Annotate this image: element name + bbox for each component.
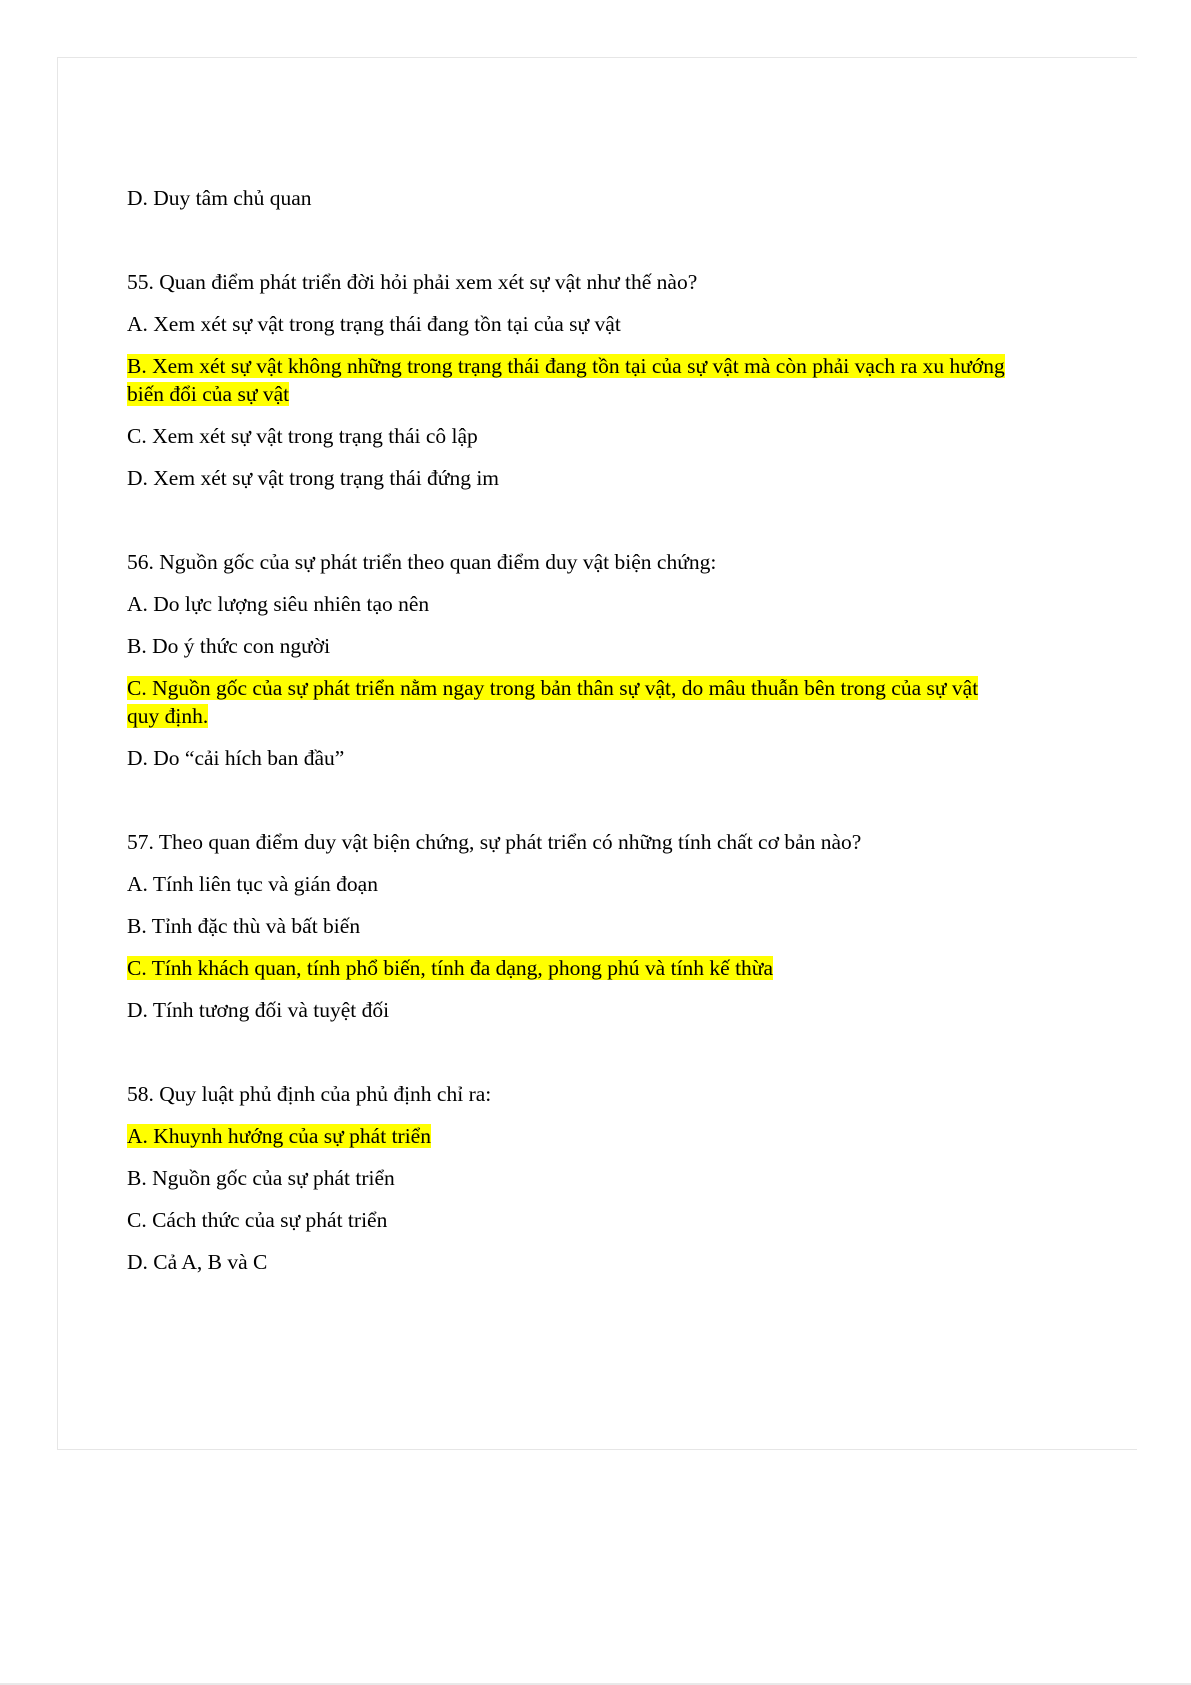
q55-option-a: A. Xem xét sự vật trong trạng thái đang tồn tại của sự vật: [127, 312, 621, 336]
q58-option-a-text: A. Khuynh hướng của sự phát triển: [127, 1124, 431, 1148]
q55-option-b-text: B. Xem xét sự vật không những trong trạng thái đang tồn tại của sự vật mà còn phải vạch ra xu hướng biến đổi của sự vật: [127, 354, 1005, 406]
q55-option-d: D. Xem xét sự vật trong trạng thái đứng im: [127, 466, 500, 490]
q57-option-c-highlighted: [127, 954, 1007, 982]
q56-question: 56. Nguồn gốc của sự phát triển theo quan điểm duy vật biện chứng:: [127, 550, 717, 574]
q55-option-b-highlighted: [127, 352, 1007, 408]
q58-option-c: C. Cách thức của sự phát triển: [127, 1208, 388, 1232]
q58-option-d: D. Cả A, B và C: [127, 1250, 268, 1274]
q56-option-c-text: C. Nguồn gốc của sự phát triển nằm ngay trong bản thân sự vật, do mâu thuẫn bên trong của sự vật quy định.: [127, 676, 979, 728]
q56-option-c-highlighted: [127, 674, 1007, 730]
spacer: [127, 506, 1007, 548]
q58-option-b: B. Nguồn gốc của sự phát triển: [127, 1166, 395, 1190]
q58-option-a-highlighted: [127, 1122, 1007, 1150]
q55-option-c: C. Xem xét sự vật trong trạng thái cô lập: [127, 424, 478, 448]
q57-option-b: B. Tỉnh đặc thù và bất biến: [127, 914, 361, 938]
q54-option-d: D. Duy tâm chủ quan: [127, 186, 312, 210]
q56-option-d: D. Do “cải hích ban đầu”: [127, 746, 345, 770]
spacer: [127, 786, 1007, 828]
q56-option-b: B. Do ý thức con người: [127, 634, 331, 658]
q55-question: 55. Quan điểm phát triển đời hỏi phải xem xét sự vật như thế nào?: [127, 270, 698, 294]
q57-question: 57. Theo quan điểm duy vật biện chứng, sự phát triển có những tính chất cơ bản nào?: [127, 830, 862, 854]
q56-option-a: A. Do lực lượng siêu nhiên tạo nên: [127, 592, 430, 616]
spacer: [127, 226, 1007, 268]
document-content: [127, 184, 1007, 1290]
q57-option-a: A. Tính liên tục và gián đoạn: [127, 872, 378, 896]
q58-question: 58. Quy luật phủ định của phủ định chỉ ra:: [127, 1082, 492, 1106]
spacer: [127, 1038, 1007, 1080]
q57-option-d: D. Tính tương đối và tuyệt đối: [127, 998, 390, 1022]
q57-option-c-text: C. Tính khách quan, tính phổ biến, tính đa dạng, phong phú và tính kế thừa: [127, 956, 774, 980]
